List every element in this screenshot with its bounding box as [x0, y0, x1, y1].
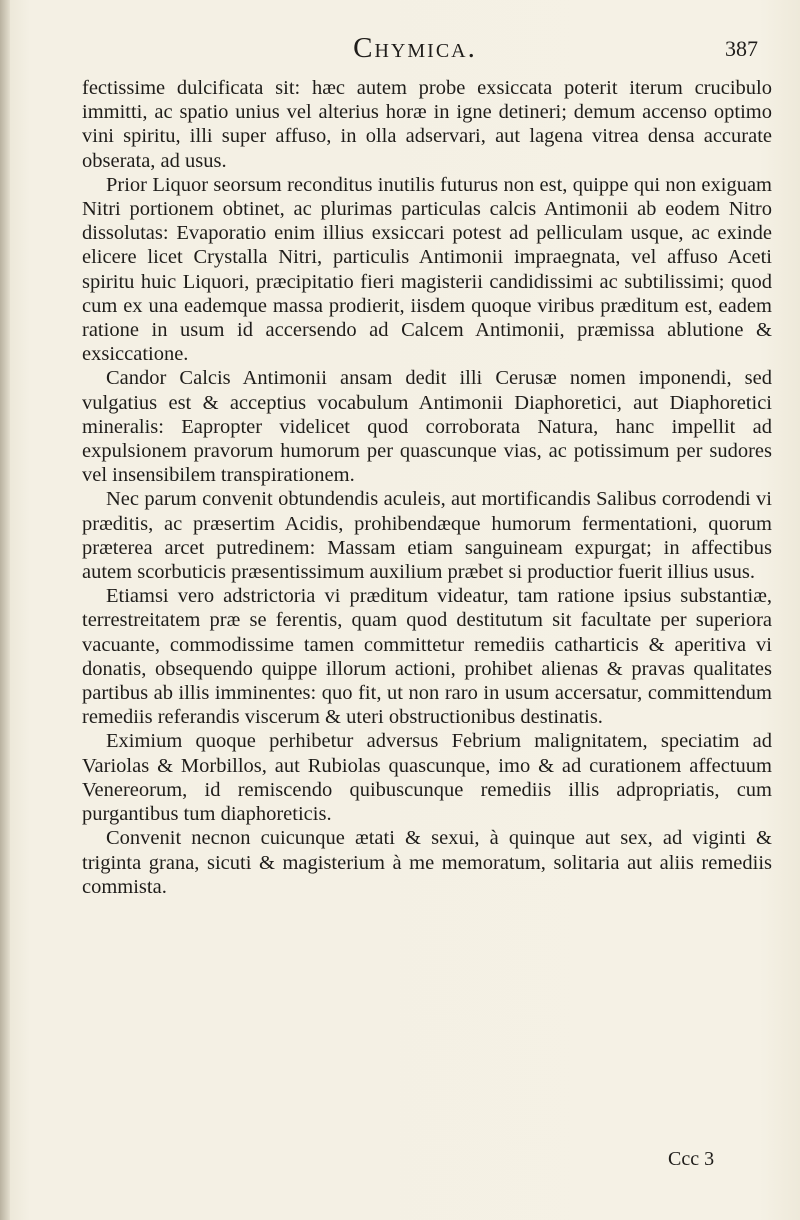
page-number: 387: [725, 36, 758, 61]
paragraph-5: Etiamsi vero adstrictoria vi præditum videatur, tam ratione ipsius substantiæ, terrestreitatem præ se ferentis, quam quod destitutum sit facultate per superiora vacuante, commodissime tamen committetur remediis catharticis & aperitiva vi donatis, obsequendo quippe illorum actioni, prohibet alienas & pravas qualitates partibus ab illis imminentes: quo fit, ut non raro in usum accersatur, committendum remediis referandis viscerum & uteri obstructionibus destinatis.: [82, 585, 772, 729]
paragraph-6: Eximium quoque perhibetur adversus Febrium malignitatem, speciatim ad Variolas & Morbillos, aut Rubiolas quascunque, imo & ad curationem affectuum Venereorum, id remiscendo quibuscunque remediis illis adpropriatis, cum purgantibus tum diaphoreticis.: [82, 730, 772, 826]
paragraph-7: Convenit necnon cuicunque ætati & sexui, à quinque aut sex, ad viginti & triginta grana, sicuti & magisterium à me memoratum, solitaria aut aliis remediis commista.: [82, 827, 772, 898]
paragraph-3: Candor Calcis Antimonii ansam dedit illi Cerusæ nomen imponendi, sed vulgatius est & acceptius vocabulum Antimonii Diaphoretici, aut Diaphoretici mineralis: Eapropter videlicet quod corroborata Natura, hanc impellit ad expulsionem pravorum humorum per quascunque vias, ac potissimum per sudores vel insensibilem transpirationem.: [82, 367, 772, 487]
paragraph-4: Nec parum convenit obtundendis aculeis, aut mortificandis Salibus corrodendi vi præditis, ac præsertim Acidis, prohibendæque humorum fermentationi, quorum præterea arcet putredinem: Massam etiam sanguineam expurgat; in affectibus autem scorbuticis præsentissimum auxilium præbet si productior fuerit illius usus.: [82, 488, 772, 584]
paragraph-1: fectissime dulcificata sit: hæc autem probe exsiccata poterit iterum crucibulo immitti, ac spatio unius vel alterius horæ in igne detineri; demum accenso optimo vini spiritu, illi super affuso, in olla adservari, aut lagena vitrea densa accurate obserata, ad usus.: [82, 77, 772, 172]
paragraph-2: Prior Liquor seorsum reconditus inutilis futurus non est, quippe qui non exiguam Nitri portionem obtinet, ac plurimas particulas calcis Antimonii ab eodem Nitro dissolutas: Evaporatio enim illius exsiccari potest ad pelliculam usque, ac exinde elicere licet Crystalla Nitri, particulis Antimonii impraegnata, vel affuso Aceti spiritu huic Liquori, præcipitatio fieri magisterii candidissimi ac subtilissimi; quod cum ex una eademque massa prodierit, iisdem quoque viribus præditum est, eadem ratione in usum id accersendo ad Calcem Antimonii, præmissa ablutione & exsiccatione.: [82, 173, 772, 366]
page-gutter-shadow: [0, 0, 10, 1220]
signature-catchword: Ccc 3: [668, 1148, 715, 1170]
main-text: [82, 76, 772, 899]
running-title: Chymica.: [353, 32, 477, 64]
page-header: [70, 32, 760, 72]
